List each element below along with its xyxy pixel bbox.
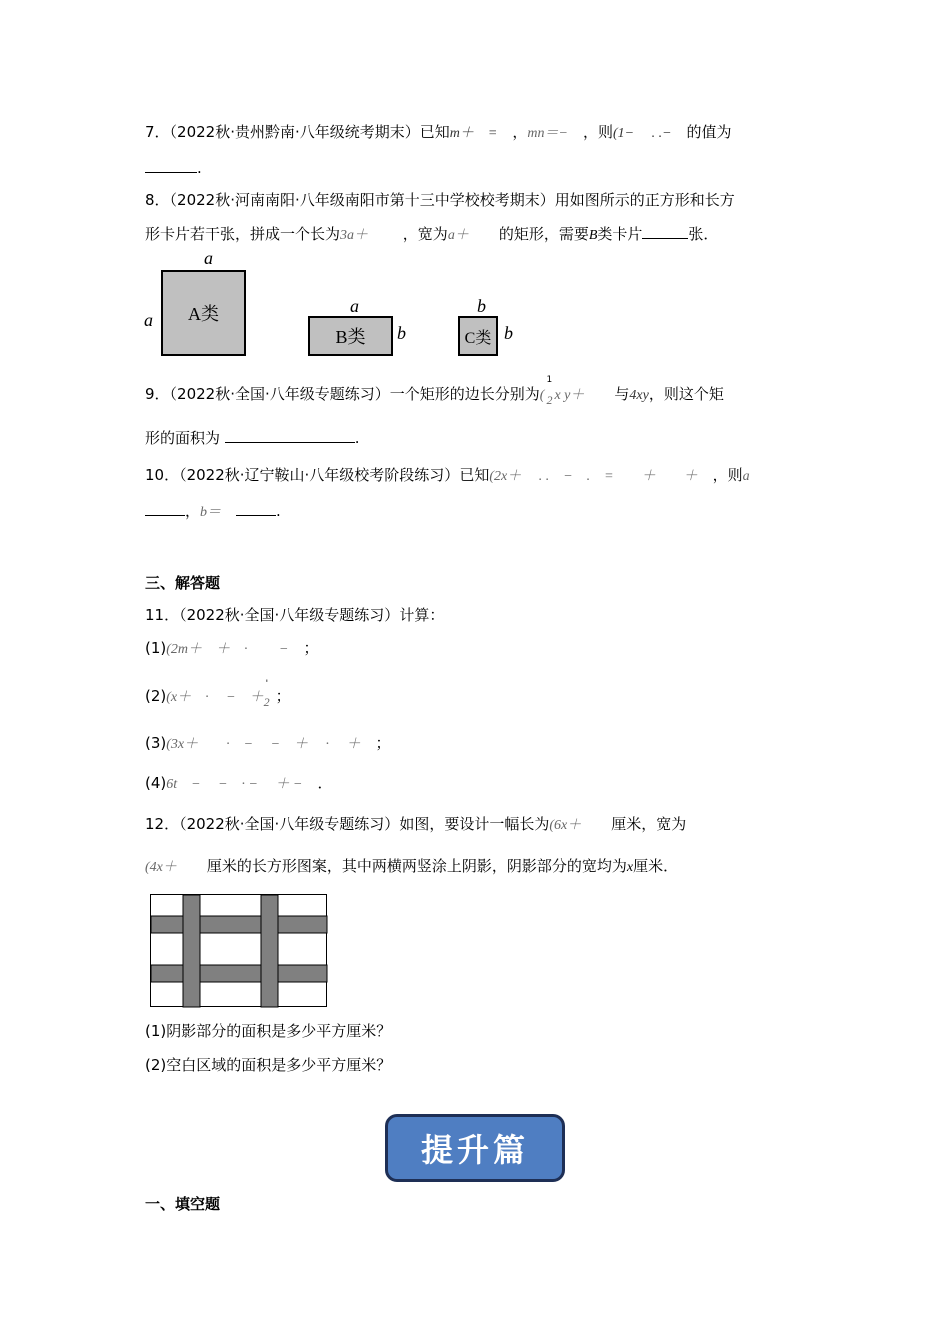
q9-number: 9． bbox=[145, 385, 170, 403]
q10-period: . bbox=[276, 502, 281, 520]
q7-expr-m: m＋ = bbox=[449, 126, 498, 141]
q11-item-4 bbox=[145, 773, 332, 795]
q9-text2: 与 bbox=[614, 385, 630, 403]
q12-shade-horizontal-2 bbox=[151, 965, 327, 982]
q11-text1: 计算： bbox=[399, 606, 445, 624]
section3-title: 三、解答题 bbox=[145, 574, 221, 592]
q12-shade-vertical-1 bbox=[183, 895, 200, 1007]
q9-source: （2022秋·全国·八年级专题练习） bbox=[169, 385, 390, 403]
q11-item-2-label: (2) bbox=[145, 687, 167, 705]
q11-item-1-label: (1) bbox=[145, 639, 167, 657]
q9-frac-top: 1 bbox=[546, 375, 553, 385]
q9-text3: ，则这个矩 bbox=[648, 385, 724, 403]
q9-line1 bbox=[145, 375, 724, 410]
q12-var-x: x bbox=[626, 860, 634, 875]
q8-text: 用如图所示的正方形和长方 bbox=[554, 191, 735, 209]
q12-figure-border bbox=[151, 895, 327, 1007]
q12-text2: 厘米，宽为 bbox=[611, 815, 687, 833]
q12-source: （2022秋·全国·八年级专题练习） bbox=[179, 815, 400, 833]
q10-var-a: a bbox=[742, 469, 750, 484]
q11-line1 bbox=[145, 605, 444, 625]
q7-answer-blank[interactable] bbox=[145, 158, 197, 173]
q9-answer-blank[interactable] bbox=[225, 428, 355, 443]
q12-expr1: (6x＋ bbox=[549, 818, 582, 833]
q10-source: （2022秋·辽宁鞍山·八年级校考阶段练习） bbox=[179, 466, 460, 484]
q9-text4: 形的面积为 bbox=[145, 429, 221, 447]
q10-expr-b: b＝ bbox=[200, 505, 222, 520]
q11-number: 11． bbox=[145, 606, 180, 624]
q7-period: . bbox=[197, 159, 202, 177]
q8-number: 8． bbox=[145, 191, 170, 209]
q8-text3: ，宽为 bbox=[402, 225, 448, 243]
q10-line2 bbox=[145, 501, 281, 523]
q9-text1: 一个矩形的边长分别为 bbox=[389, 385, 540, 403]
q11-item-2-expr: (x＋ · − ＋ bbox=[166, 690, 264, 705]
q11-source: （2022秋·全国·八年级专题练习） bbox=[179, 606, 400, 624]
q11-item-3-expr: (3x＋ · − − ＋ · ＋ bbox=[166, 737, 361, 752]
card-c-top-label: b bbox=[477, 296, 486, 316]
q12-line2 bbox=[145, 856, 678, 878]
card-a-left-label: a bbox=[144, 310, 153, 330]
q11-item-4-end: ． bbox=[317, 774, 333, 792]
card-c bbox=[458, 316, 498, 356]
q10-expr1: (2x＋ . . − . = ＋ ＋ bbox=[489, 469, 698, 484]
q12-text3: 厘米的长方形图案，其中两横两竖涂上阴影，阴影部分的宽均为 bbox=[206, 857, 627, 875]
q9-expr2: 4xy bbox=[629, 388, 649, 403]
q11-item-2-frac-bottom: 2 bbox=[263, 695, 270, 709]
card-a-label: A类 bbox=[188, 304, 219, 324]
q11-item-1-expr: (2m＋ ＋ · − bbox=[166, 642, 289, 657]
q8-source: （2022秋·河南南阳·八年级南阳市第十三中学校校考期末） bbox=[169, 191, 555, 209]
q8-line1 bbox=[145, 190, 735, 210]
card-b-label: B类 bbox=[335, 327, 366, 347]
q10-text1: 已知 bbox=[459, 466, 490, 484]
q12-text4: 厘米． bbox=[633, 857, 679, 875]
q10-line1 bbox=[145, 465, 750, 487]
q11-item-4-label: (4) bbox=[145, 774, 167, 792]
q10-answer-blank-a[interactable] bbox=[145, 501, 185, 516]
q7-comma: ， bbox=[512, 123, 528, 141]
q8-expr-width: a＋ bbox=[447, 228, 469, 243]
q7-line1 bbox=[145, 122, 732, 144]
q7-expr-mn: mn＝− bbox=[527, 126, 568, 141]
card-c-label: C类 bbox=[464, 329, 492, 347]
q12-line1 bbox=[145, 814, 686, 836]
q10-text2: ，则 bbox=[712, 466, 743, 484]
q10-number: 10． bbox=[145, 466, 180, 484]
q8-line2 bbox=[145, 224, 718, 246]
q8-text5: 类卡片 bbox=[597, 225, 643, 243]
q9-frac-bottom: 2 bbox=[546, 393, 553, 407]
card-c-right-label: b bbox=[504, 323, 513, 343]
q11-item-2-frac-top: ' bbox=[265, 679, 269, 689]
q7-number: 7． bbox=[145, 123, 170, 141]
badge-title: 提升篇 bbox=[420, 1131, 529, 1169]
q11-item-3-end: ； bbox=[375, 734, 391, 752]
q11-item-2-end: ； bbox=[275, 687, 291, 705]
q11-item-4-expr: 6t − − · − ＋ − bbox=[166, 777, 303, 792]
q8-text6: 张． bbox=[688, 225, 719, 243]
q9-paren: ( bbox=[539, 388, 545, 403]
q12-sub2: (2)空白区域的面积是多少平方厘米？ bbox=[145, 1056, 392, 1074]
q8-expr-length: 3a＋ bbox=[340, 228, 369, 243]
q8-answer-blank[interactable] bbox=[642, 224, 688, 239]
q8-var-b: B bbox=[588, 228, 598, 243]
card-a bbox=[161, 270, 246, 356]
q11-item-1-end: ； bbox=[303, 639, 319, 657]
q7-value-of: 的值为 bbox=[686, 123, 732, 141]
q10-answer-blank-b[interactable] bbox=[236, 501, 276, 516]
q9-line2 bbox=[145, 428, 360, 448]
q12-shade-vertical-2 bbox=[261, 895, 278, 1007]
q7-then: ，则 bbox=[582, 123, 613, 141]
q10-sep: ， bbox=[185, 502, 201, 520]
q11-item-1 bbox=[145, 638, 319, 660]
q12-text1: 如图，要设计一幅长为 bbox=[399, 815, 550, 833]
card-b bbox=[308, 316, 393, 356]
card-b-right-label: b bbox=[397, 323, 406, 343]
q12-sub1: (1)阴影部分的面积是多少平方厘米？ bbox=[145, 1022, 392, 1040]
q12-figure bbox=[150, 894, 328, 1008]
q9-fraction bbox=[544, 375, 554, 410]
q9-period: . bbox=[354, 429, 360, 447]
q11-item-2 bbox=[145, 679, 291, 712]
q7-source: （2022秋·贵州黔南·八年级统考期末） bbox=[169, 123, 420, 141]
section1-title: 一、填空题 bbox=[145, 1195, 221, 1213]
q12-shade-horizontal-1 bbox=[151, 916, 327, 933]
q11-item-2-fraction bbox=[263, 679, 276, 712]
q7-text: 已知 bbox=[419, 123, 450, 141]
q7-line2 bbox=[145, 158, 202, 178]
card-b-top-label: a bbox=[350, 296, 359, 316]
card-a-top-label: a bbox=[204, 248, 213, 268]
q9-expr1: x y＋ bbox=[554, 388, 585, 403]
q12-expr2: (4x＋ bbox=[145, 860, 177, 875]
q11-item-3 bbox=[145, 733, 391, 755]
q8-text2: 形卡片若干张，拼成一个长为 bbox=[145, 225, 341, 243]
q11-item-3-label: (3) bbox=[145, 734, 167, 752]
q8-text4: 的矩形，需要 bbox=[498, 225, 589, 243]
q12-number: 12． bbox=[145, 815, 180, 833]
q7-expr-target: (1− . .− bbox=[612, 126, 672, 141]
advanced-section-badge bbox=[385, 1114, 565, 1182]
